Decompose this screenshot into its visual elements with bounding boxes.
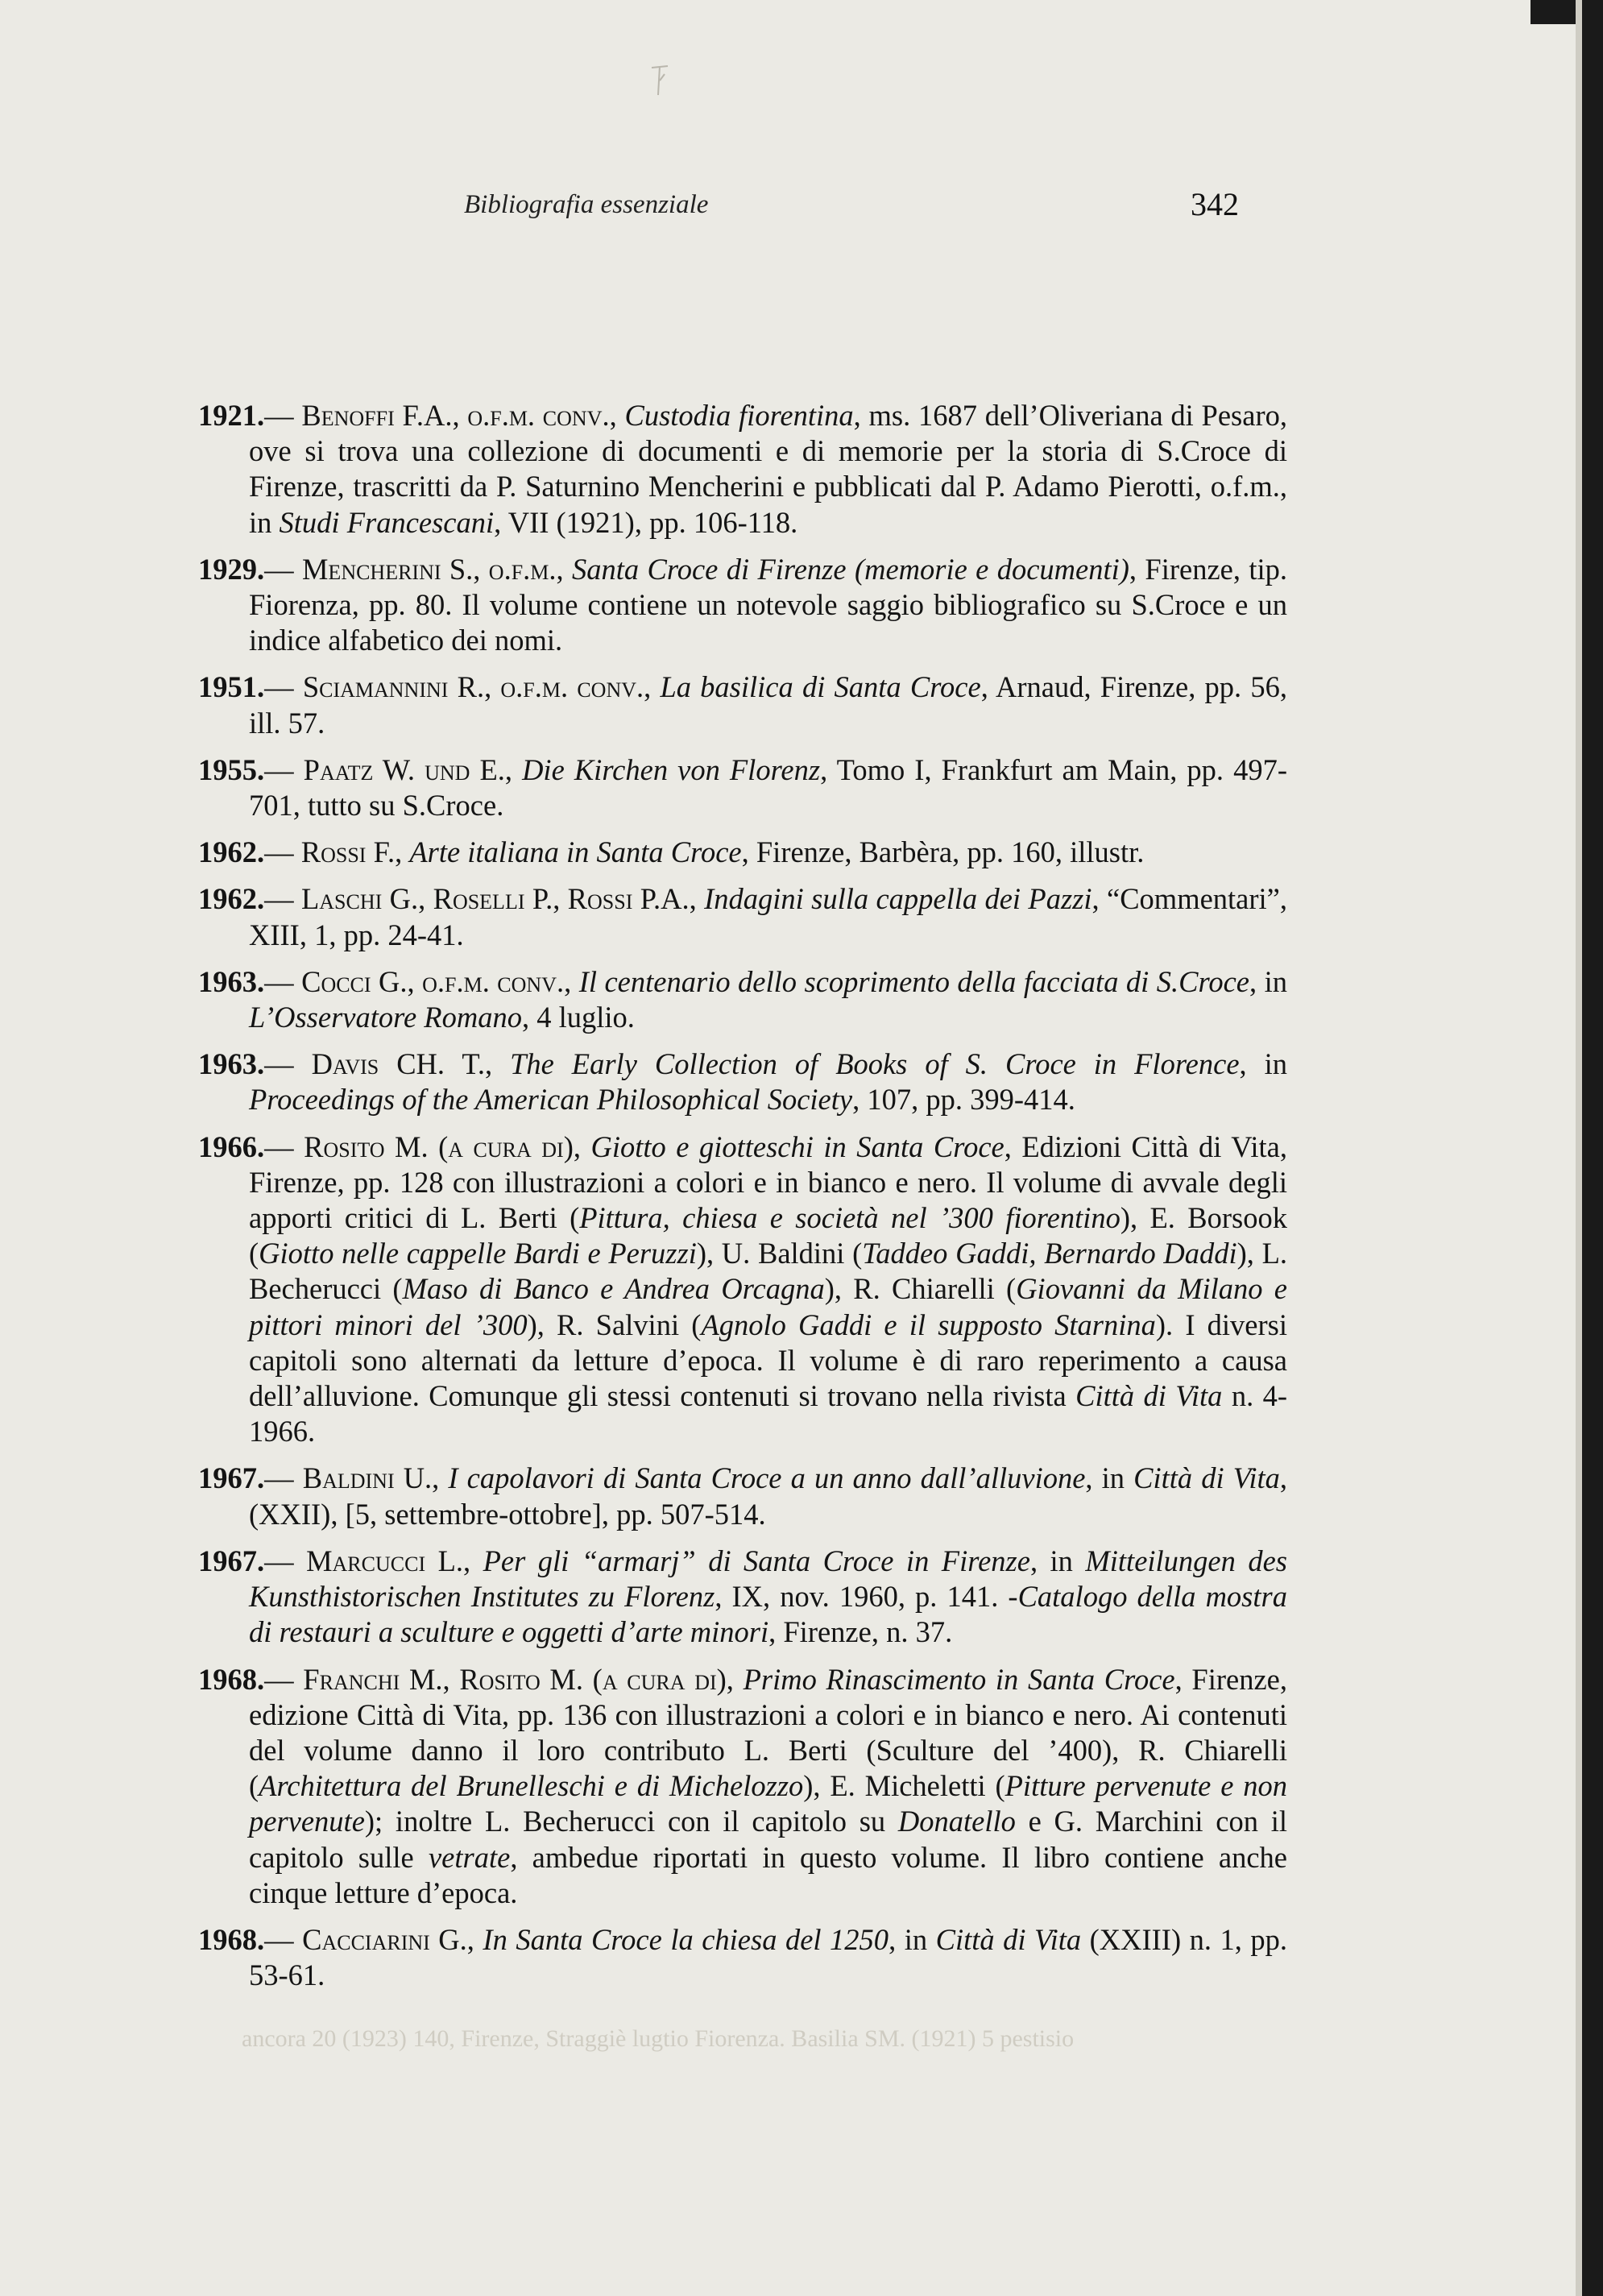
bibliography-entry	[198, 669, 1287, 740]
entry-title: Primo Rinascimento in Santa Croce	[743, 1662, 1175, 1696]
bleed-through-text: ancora 20 (1923) 140, Firenze, Straggiè lugtio Fiorenza. Basilia SM. (1921) 5 pestisio	[242, 2025, 1075, 2052]
entry-title: Città di Vita	[1075, 1379, 1223, 1413]
entry-details: ), L. Becherucci (	[249, 1237, 1288, 1306]
entry-title: Mitteilungen des Kunsthistorischen Institutes zu Florenz	[249, 1544, 1287, 1614]
bibliography-entry	[198, 881, 1287, 952]
running-title: Bibliografia essenziale	[464, 190, 709, 219]
entry-title: Architettura del Brunelleschi e di Michelozzo	[259, 1769, 804, 1803]
entry-details: , in	[1239, 1047, 1287, 1081]
entry-author: — Laschi G., Roselli P., Rossi P.A.,	[264, 882, 705, 916]
entry-details: ), E. Borsook (	[249, 1201, 1287, 1270]
entry-author: — Mencherini S., o.f.m.,	[264, 552, 572, 586]
entry-title: Donatello	[897, 1805, 1016, 1838]
entry-details: ), U. Baldini (	[696, 1237, 863, 1270]
entry-details: , IX, nov. 1960, p. 141. -	[715, 1580, 1018, 1614]
entry-title: Taddeo Gaddi, Bernardo Daddi	[862, 1237, 1237, 1270]
entry-year: 1921.	[198, 399, 265, 432]
entry-title: Catalogo della mostra di restauri a sculture e oggetti d’arte minori	[249, 1580, 1287, 1649]
entry-details: , Edizioni Città di Vita, Firenze, pp. 128 con illustrazioni a colori e in bianco e nero. Il volume di avvale degli apporti critici di L. Berti (	[249, 1129, 1287, 1235]
entry-details: , in	[1085, 1461, 1134, 1495]
bibliography-entry	[198, 552, 1287, 659]
entry-details: , Firenze, n. 37.	[768, 1615, 953, 1649]
bibliography-entry	[198, 1461, 1287, 1531]
entry-title: vetrate	[428, 1840, 511, 1874]
entry-details: ). I diversi capitoli sono alternati da letture d’epoca. Il volume è di raro reperimento a causa dell’alluvione. Comunque gli stessi contenuti si trovano nella rivista	[249, 1308, 1287, 1413]
entry-details: , ms. 1687 dell’Oliveriana di Pesaro, ove si trova una collezione di documenti e di memorie per la storia di S.Croce di Firenze, trascritti da P. Saturnino Mencherini e pubblicati dal P. Adamo Pierotti, o.f.m., in	[249, 399, 1287, 539]
entry-details: , 4 luglio.	[521, 1001, 635, 1034]
bibliography-list	[198, 398, 1287, 2004]
entry-author: — Marcucci L.,	[264, 1544, 483, 1577]
entry-title: Giotto e giotteschi in Santa Croce	[590, 1129, 1004, 1163]
entry-title: Indagini sulla cappella dei Pazzi	[704, 882, 1092, 916]
entry-title: Per gli “armarj” di Santa Croce in Firenze	[483, 1544, 1030, 1577]
entry-author: — Sciamannini R., o.f.m. conv.,	[264, 670, 661, 704]
entry-author: — Rossi F.,	[264, 835, 410, 869]
entry-author: — Paatz W. und E.,	[264, 752, 523, 786]
entry-title: L’Osservatore Romano	[249, 1001, 522, 1034]
entry-year: 1968.	[198, 1662, 265, 1696]
entry-year: 1962.	[198, 835, 265, 869]
entry-details: (XXIII) n. 1, pp. 53-61.	[249, 1922, 1287, 1992]
entry-year: 1929.	[198, 552, 265, 586]
entry-title: Agnolo Gaddi e il supposto Starnina	[701, 1308, 1156, 1341]
entry-author: — Rosito M. (a cura di),	[264, 1129, 591, 1163]
entry-details: , VII (1921), pp. 106-118.	[494, 505, 798, 539]
entry-details: ), E. Micheletti (	[803, 1769, 1005, 1803]
bibliography-entry	[198, 964, 1287, 1035]
entry-author: — Cacciarini G.,	[264, 1922, 483, 1956]
entry-title: La basilica di Santa Croce	[660, 670, 981, 704]
running-head	[0, 185, 1603, 234]
entry-details: , Firenze, Barbèra, pp. 160, illustr.	[741, 835, 1145, 869]
entry-details: ), R. Chiarelli (	[824, 1272, 1017, 1306]
bibliography-entry	[198, 1046, 1287, 1117]
entry-details: , Firenze, tip. Fiorenza, pp. 80. Il volume contiene un notevole saggio bibliografico su S.Croce e un indice alfabetico dei nomi.	[249, 552, 1287, 657]
bibliography-entry	[198, 835, 1287, 870]
entry-title: The Early Collection of Books of S. Croce in Florence	[510, 1047, 1240, 1081]
entry-details: , Tomo I, Frankfurt am Main, pp. 497-701, tutto su S.Croce.	[249, 752, 1287, 823]
entry-details: , Firenze, edizione Città di Vita, pp. 136 con illustrazioni a colori e in bianco e nero. Ai contenuti del volume danno il loro contributo L. Berti (Sculture del ’400), R. Chiarelli (	[249, 1662, 1287, 1803]
bibliography-entry	[198, 1544, 1287, 1651]
entry-title: In Santa Croce la chiesa del 1250	[483, 1922, 889, 1956]
bibliography-entry	[198, 1662, 1287, 1911]
entry-title: Santa Croce di Firenze (memorie e documenti)	[572, 552, 1129, 586]
paper-mark-icon	[648, 63, 673, 102]
entry-title: Die Kirchen von Florenz	[522, 752, 821, 786]
entry-details: , in	[1249, 964, 1287, 998]
bibliography-entry	[198, 752, 1287, 823]
entry-title: Maso di Banco e Andrea Orcagna	[402, 1272, 825, 1306]
bibliography-entry	[198, 1129, 1287, 1450]
scan-right-edge	[1582, 0, 1603, 2296]
entry-year: 1955.	[198, 752, 265, 786]
bibliography-entry	[198, 1922, 1287, 1993]
entry-details: , 107, pp. 399-414.	[852, 1083, 1075, 1117]
entry-details: , “Commentari”, XIII, 1, pp. 24-41.	[249, 882, 1287, 951]
entry-title: Studi Francescani	[279, 505, 495, 539]
entry-author: — Franchi M., Rosito M. (a cura di),	[264, 1662, 744, 1696]
entry-title: Custodia fiorentina	[624, 399, 854, 432]
entry-details: n. 4-1966.	[249, 1379, 1288, 1448]
page-edge-shadow	[1576, 0, 1582, 2296]
entry-year: 1962.	[198, 882, 265, 916]
entry-year: 1968.	[198, 1922, 265, 1956]
entry-year: 1967.	[198, 1461, 265, 1495]
entry-title: Giotto nelle cappelle Bardi e Peruzzi	[259, 1237, 697, 1270]
entry-details: , (XXII), [5, settembre-ottobre], pp. 507-514.	[249, 1461, 1287, 1531]
entry-details: , in	[888, 1922, 936, 1956]
entry-year: 1963.	[198, 1047, 265, 1081]
entry-details: e G. Marchini con il capitolo sulle	[249, 1805, 1287, 1874]
entry-details: ), R. Salvini (	[527, 1308, 702, 1341]
entry-year: 1951.	[198, 670, 265, 704]
entry-year: 1966.	[198, 1129, 265, 1163]
entry-title: Pitture pervenute e non pervenute	[249, 1769, 1287, 1838]
entry-author: — Davis CH. T.,	[264, 1047, 511, 1081]
bibliography-entry	[198, 398, 1287, 541]
entry-author: — Benoffi F.A., o.f.m. conv.,	[264, 399, 625, 432]
entry-details: ); inoltre L. Becherucci con il capitolo su	[364, 1805, 898, 1838]
entry-author: — Baldini U.,	[264, 1461, 449, 1495]
entry-year: 1967.	[198, 1544, 265, 1577]
entry-details: , ambedue riportati in questo volume. Il libro contiene anche cinque letture d’epoca.	[249, 1840, 1288, 1909]
entry-details: , Arnaud, Firenze, pp. 56, ill. 57.	[249, 670, 1287, 740]
entry-title: I capolavori di Santa Croce a un anno dall’alluvione	[448, 1461, 1086, 1495]
entry-title: Arte italiana in Santa Croce	[409, 835, 742, 869]
entry-title: Pittura, chiesa e società nel ’300 fiorentino	[579, 1201, 1120, 1235]
entry-details: , in	[1029, 1544, 1086, 1577]
entry-title: Proceedings of the American Philosophical Society	[249, 1083, 853, 1117]
entry-author: — Cocci G., o.f.m. conv.,	[264, 964, 579, 998]
entry-year: 1963.	[198, 964, 265, 998]
entry-title: Città di Vita	[1133, 1461, 1280, 1495]
entry-title: Città di Vita	[935, 1922, 1082, 1956]
entry-title: Il centenario dello scoprimento della facciata di S.Croce	[578, 964, 1249, 998]
entry-title: Giovanni da Milano e pittori minori del ’300	[249, 1272, 1288, 1341]
page-number: 342	[1191, 186, 1239, 222]
